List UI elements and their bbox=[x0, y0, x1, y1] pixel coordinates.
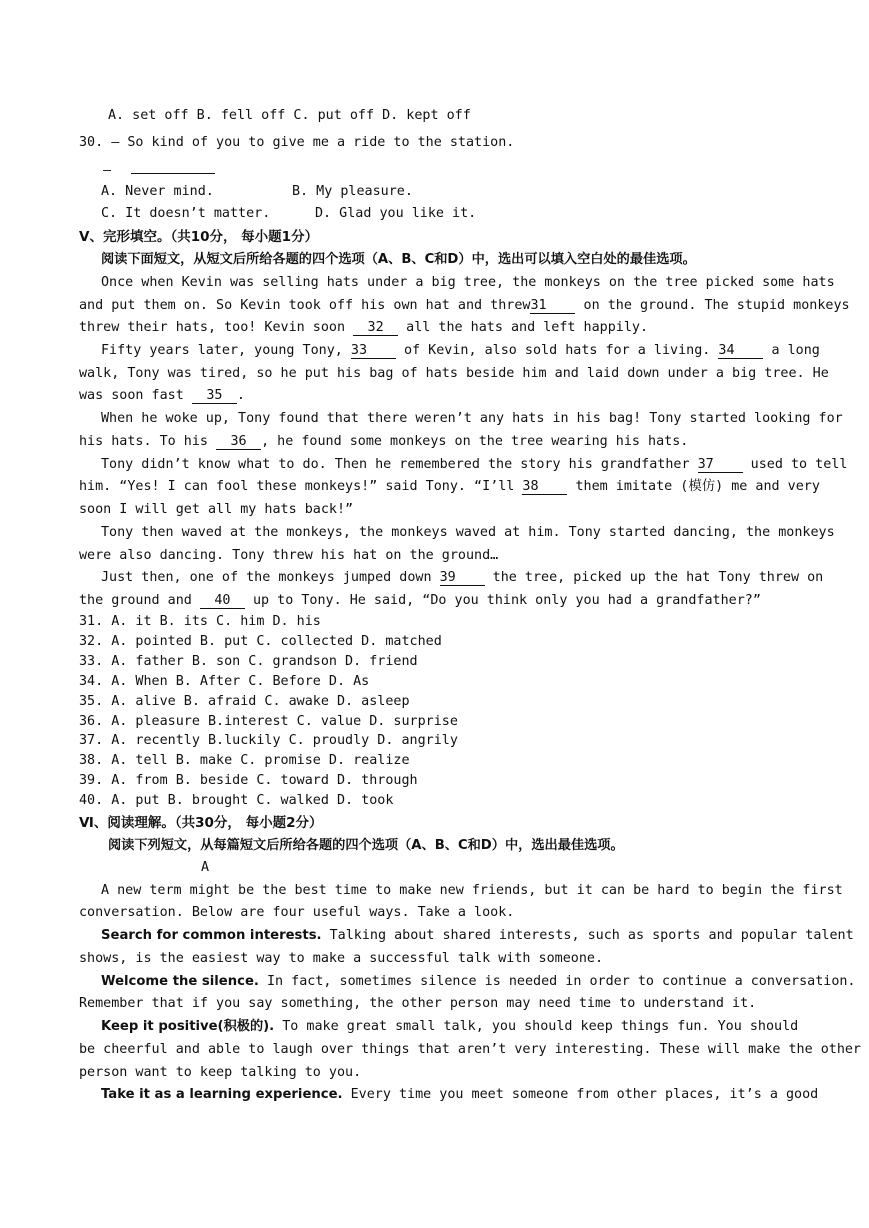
blank-39: 39 bbox=[440, 570, 485, 586]
q29-options: A. set off B. fell off C. put off D. kept off bbox=[108, 108, 471, 123]
cloze-p2-line3: was soon fast 35 . bbox=[79, 388, 245, 403]
cloze-p3-line2: his hats. To his 36 , he found some monkeys on the tree wearing his hats. bbox=[79, 434, 689, 449]
option-row-38: 38. A. tell B. make C. promise D. realize bbox=[79, 753, 410, 768]
section6-instruction: 阅读下列短文，从每篇短文后所给各题的四个选项（A、B、C和D）中，选出最佳选项。 bbox=[108, 838, 624, 853]
passage-label: A bbox=[201, 860, 210, 875]
cloze-p4-line1: Tony didn’t know what to do. Then he remembered the story his grandfather 37 used to tell bbox=[101, 457, 848, 472]
cloze-p1-line1: Once when Kevin was selling hats under a big tree, the monkeys on the tree picked some hats bbox=[101, 275, 835, 290]
cloze-p2-line2: walk, Tony was tired, so he put his bag of hats beside him and laid down under a big tree. He bbox=[79, 366, 829, 381]
section5-title: Ⅴ、完形填空。（共10分， 每小题1分） bbox=[79, 229, 319, 245]
q30-dash: – bbox=[103, 163, 112, 178]
cloze-p1-line2: and put them on. So Kevin took off his own hat and threw31 on the ground. The stupid monkeys bbox=[79, 298, 850, 313]
option-row-39: 39. A. from B. beside C. toward D. through bbox=[79, 773, 418, 788]
q30-options-row1 bbox=[101, 183, 813, 201]
cloze-p5-line2: were also dancing. Tony threw his hat on the ground… bbox=[79, 548, 499, 563]
q30-answer-line bbox=[103, 161, 815, 180]
blank-33: 33 bbox=[351, 343, 396, 359]
option-row-33: 33. A. father B. son C. grandson D. friend bbox=[79, 654, 418, 669]
option-row-36: 36. A. pleasure B.interest C. value D. surprise bbox=[79, 714, 458, 729]
q30-stem: 30. – So kind of you to give me a ride to the station. bbox=[79, 135, 515, 150]
tip1-title: Search for common interests. bbox=[101, 928, 322, 943]
option-row-40: 40. A. put B. brought C. walked D. took bbox=[79, 793, 394, 808]
tip3-line1: Keep it positive(积极的). To make great small talk, you should keep things fun. You should bbox=[101, 1019, 799, 1034]
cloze-p1-line3: threw their hats, too! Kevin soon 32 all the hats and left happily. bbox=[79, 320, 649, 335]
q30-answer-blank bbox=[131, 161, 215, 174]
cloze-p6-line2: the ground and 40 up to Tony. He said, “Do you think only you had a grandfather?” bbox=[79, 593, 761, 608]
passage-a-intro-line2: conversation. Below are four useful ways. Take a look. bbox=[79, 905, 515, 920]
cloze-p4-line2: him. “Yes! I can fool these monkeys!” said Tony. “I’ll 38 them imitate (模仿) me and very bbox=[79, 479, 820, 494]
tip2-line2: Remember that if you say something, the other person may need time to understand it. bbox=[79, 996, 757, 1011]
section5-instruction: 阅读下面短文，从短文后所给各题的四个选项（A、B、C和D）中，选出可以填入空白处的最佳选项。 bbox=[101, 252, 696, 267]
q30-option-d: D. Glad you like it. bbox=[315, 206, 477, 221]
cloze-p6-line1: Just then, one of the monkeys jumped down 39 the tree, picked up the hat Tony threw on bbox=[101, 570, 824, 585]
q30-options-row2 bbox=[101, 205, 813, 223]
option-row-35: 35. A. alive B. afraid C. awake D. asleep bbox=[79, 694, 410, 709]
tip4-title: Take it as a learning experience. bbox=[101, 1087, 343, 1102]
blank-37: 37 bbox=[698, 457, 743, 473]
option-row-32: 32. A. pointed B. put C. collected D. matched bbox=[79, 634, 442, 649]
passage-a-intro-line1: A new term might be the best time to make new friends, but it can be hard to begin the first bbox=[101, 883, 843, 898]
option-row-31: 31. A. it B. its C. him D. his bbox=[79, 614, 321, 629]
option-row-37: 37. A. recently B.luckily C. proudly D. angrily bbox=[79, 733, 458, 748]
cloze-p5-line1: Tony then waved at the monkeys, the monkeys waved at him. Tony started dancing, the monkeys bbox=[101, 525, 835, 540]
cloze-p2-line1: Fifty years later, young Tony, 33 of Kevin, also sold hats for a living. 34 a long bbox=[101, 343, 820, 358]
blank-36: 36 bbox=[216, 434, 261, 450]
blank-35: 35 bbox=[192, 388, 237, 404]
blank-32: 32 bbox=[353, 320, 398, 336]
cloze-p4-line3: soon I will get all my hats back!” bbox=[79, 502, 354, 517]
option-row-34: 34. A. When B. After C. Before D. As bbox=[79, 674, 370, 689]
tip3-line3: person want to keep talking to you. bbox=[79, 1065, 362, 1080]
blank-40: 40 bbox=[200, 593, 245, 609]
tip2-title: Welcome the silence. bbox=[101, 974, 259, 989]
tip4-line1: Take it as a learning experience. Every time you meet someone from other places, it’s a good bbox=[101, 1087, 819, 1102]
section6-title: Ⅵ、阅读理解。（共30分， 每小题2分） bbox=[79, 815, 323, 831]
tip1-line1: Search for common interests. Talking about shared interests, such as sports and popular talent bbox=[101, 928, 854, 943]
tip3-title: Keep it positive(积极的). bbox=[101, 1019, 275, 1034]
q30-option-c: C. It doesn’t matter. bbox=[101, 206, 271, 221]
tip1-line2: shows, is the easiest way to make a successful talk with someone. bbox=[79, 951, 604, 966]
blank-31: 31 bbox=[530, 298, 575, 314]
blank-34: 34 bbox=[718, 343, 763, 359]
blank-38: 38 bbox=[522, 479, 567, 495]
q30-option-b: B. My pleasure. bbox=[292, 184, 413, 199]
q30-option-a: A. Never mind. bbox=[101, 184, 214, 199]
tip2-line1: Welcome the silence. In fact, sometimes silence is needed in order to continue a conversation. bbox=[101, 974, 856, 989]
cloze-p3-line1: When he woke up, Tony found that there weren’t any hats in his bag! Tony started looking for bbox=[101, 411, 843, 426]
tip3-line2: be cheerful and able to laugh over things that aren’t very interesting. These will make the other bbox=[79, 1042, 861, 1057]
